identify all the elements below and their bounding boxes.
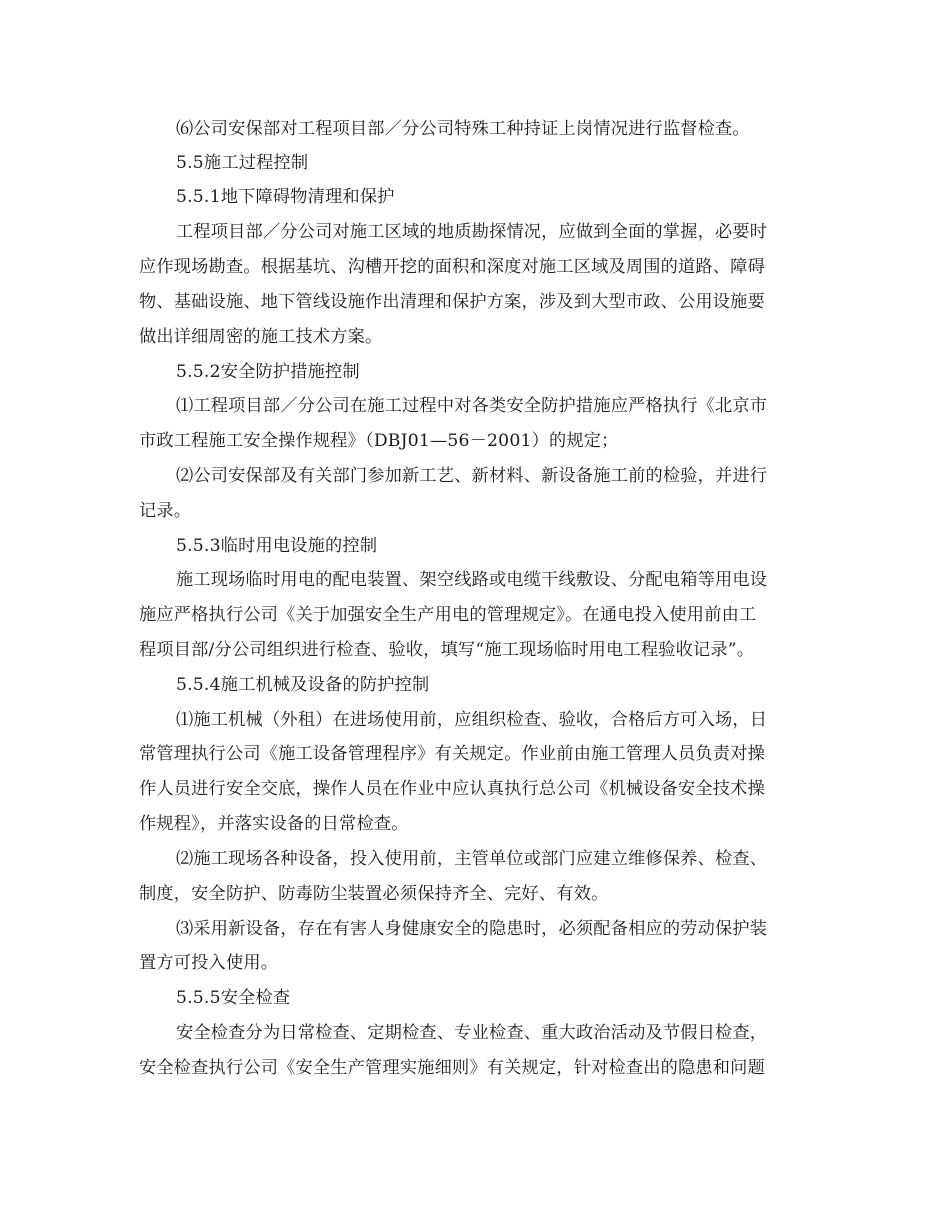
paragraph-line: 记录。 bbox=[139, 501, 192, 521]
subsection-heading: 5.5.1地下障碍物清理和保护 bbox=[176, 187, 395, 207]
paragraph-line: 制度，安全防护、防毒防尘装置必须保持齐全、完好、有效。 bbox=[139, 884, 609, 904]
paragraph-line: 置方可投入使用。 bbox=[139, 953, 279, 973]
paragraph-line: 安全检查分为日常检查、定期检查、专业检查、重大政治活动及节假日检查， bbox=[176, 1023, 768, 1043]
paragraph-line: ⑵施工现场各种设备，投入使用前，主管单位或部门应建立维修保养、检查、 bbox=[176, 849, 768, 869]
paragraph-line: 物、基础设施、地下管线设施作出清理和保护方案，涉及到大型市政、公用设施要 bbox=[139, 292, 765, 312]
paragraph-line: ⑵公司安保部及有关部门参加新工艺、新材料、新设备施工前的检验，并进行 bbox=[176, 466, 768, 486]
paragraph-line: ⑴施工机械（外租）在进场使用前，应组织检查、验收，合格后方可入场，日 bbox=[176, 710, 768, 730]
paragraph-line: 安全检查执行公司《安全生产管理实施细则》有关规定，针对检查出的隐患和问题 bbox=[139, 1058, 765, 1078]
paragraph-line: 施工现场临时用电的配电装置、架空线路或电缆干线敷设、分配电箱等用电设 bbox=[176, 570, 768, 590]
paragraph-line: 市政工程施工安全操作规程》（DBJ01—56－2001）的规定； bbox=[139, 431, 619, 451]
paragraph-line: 做出详细周密的施工技术方案。 bbox=[139, 327, 383, 347]
paragraph-line: 程项目部/分公司组织进行检查、验收，填写“施工现场临时用电工程验收记录”。 bbox=[139, 640, 755, 660]
paragraph-line: 施应严格执行公司《关于加强安全生产用电的管理规定》。在通电投入使用前由工 bbox=[139, 605, 757, 625]
subsection-heading: 5.5.3临时用电设施的控制 bbox=[176, 536, 378, 556]
paragraph-line: ⑶采用新设备，存在有害人身健康安全的隐患时，必须配备相应的劳动保护装 bbox=[176, 919, 768, 939]
paragraph-line: 应作现场勘查。根据基坑、沟槽开挖的面积和深度对施工区域及周围的道路、障碍 bbox=[139, 257, 765, 277]
paragraph-line: 作规程》，并落实设备的日常检查。 bbox=[139, 814, 409, 834]
subsection-heading: 5.5.2安全防护措施控制 bbox=[176, 362, 360, 382]
paragraph-line: 作人员进行安全交底，操作人员在作业中应认真执行总公司《机械设备安全技术操 bbox=[139, 779, 765, 799]
paragraph-line: 工程项目部／分公司对施工区域的地质勘探情况，应做到全面的掌握，必要时 bbox=[176, 222, 768, 242]
subsection-heading: 5.5.4施工机械及设备的防护控制 bbox=[176, 675, 430, 695]
paragraph-line: 常管理执行公司《施工设备管理程序》有关规定。作业前由施工管理人员负责对操 bbox=[139, 744, 765, 764]
paragraph-line: ⑴工程项目部／分公司在施工过程中对各类安全防护措施应严格执行《北京市 bbox=[176, 396, 768, 416]
section-heading: 5.5施工过程控制 bbox=[176, 153, 309, 173]
subsection-heading: 5.5.5安全检查 bbox=[176, 988, 291, 1008]
paragraph-line: ⑹公司安保部对工程项目部／分公司特殊工种持证上岗情况进行监督检查。 bbox=[176, 119, 750, 139]
